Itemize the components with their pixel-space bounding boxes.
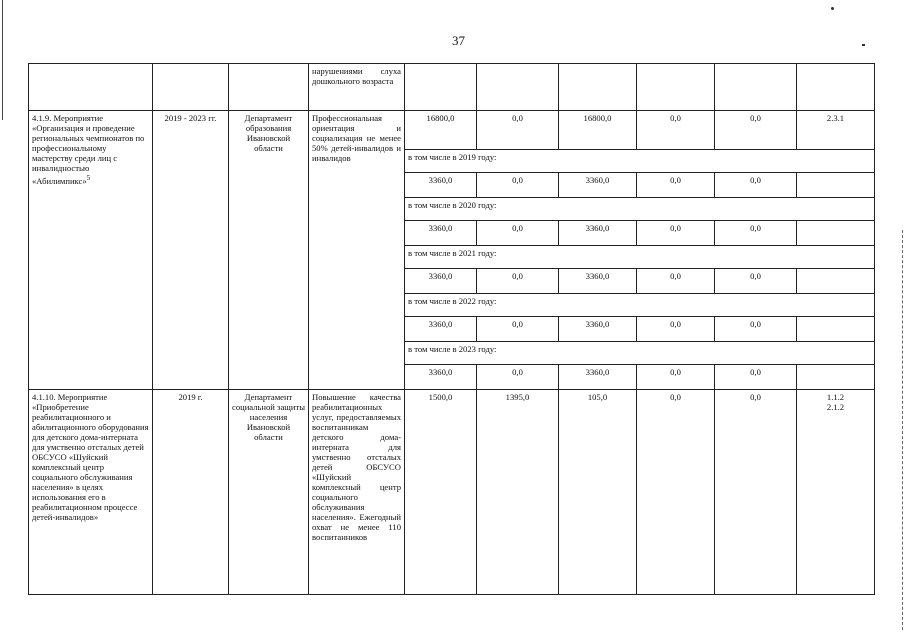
value-cell: 0,0 xyxy=(637,365,715,390)
page-number: 37 xyxy=(452,33,465,48)
value-cell: 0,0 xyxy=(715,269,797,294)
indicator-code: 1.1.2 xyxy=(826,392,845,402)
value-cell: 0,0 xyxy=(477,173,559,198)
value-cell: 3360,0 xyxy=(559,317,637,342)
scan-speck xyxy=(862,44,865,46)
period-cell: 2019 - 2023 гг. xyxy=(153,111,229,390)
table-row xyxy=(29,64,875,111)
period-cell: 2019 г. xyxy=(153,390,229,595)
value-cell: 3360,0 xyxy=(405,317,477,342)
value-cell: 3360,0 xyxy=(559,269,637,294)
value-cell: 0,0 xyxy=(715,221,797,246)
value-cell: 0,0 xyxy=(477,269,559,294)
value-cell: 0,0 xyxy=(715,390,797,595)
value-cell: 105,0 xyxy=(559,390,637,595)
table-row xyxy=(29,111,875,150)
value-cell: 0,0 xyxy=(715,317,797,342)
measure-name-cell: 4.1.10. Мероприятие «Приобретение реабилитационного и абилитационного оборудования для детского дома-интерната для умственно отсталых детей ОБСУСО «Шуйский комплексный центр социального обслуживания населения» в целях использования его в реабилитационном процессе детей-инвалидов» xyxy=(29,390,153,595)
scan-speck xyxy=(831,7,834,10)
indicator-cell xyxy=(797,390,875,595)
value-cell: 0,0 xyxy=(637,111,715,150)
value-cell: 0,0 xyxy=(477,317,559,342)
value-cell: 3360,0 xyxy=(405,365,477,390)
value-cell: 0,0 xyxy=(637,317,715,342)
value-cell: 1395,0 xyxy=(477,390,559,595)
value-cell: 0,0 xyxy=(637,221,715,246)
year-label-cell: в том числе в 2022 году: xyxy=(405,294,875,317)
program-table xyxy=(28,63,875,595)
year-label-cell: в том числе в 2021 году: xyxy=(405,246,875,269)
value-cell: 3360,0 xyxy=(405,269,477,294)
effect-cell: Профессиональная ориентация и социализация не менее 50% детей-инвалидов и инвалидов xyxy=(309,111,405,390)
value-cell: 3360,0 xyxy=(405,221,477,246)
indicator-cell: 2.3.1 xyxy=(797,111,875,150)
indicator-code: 2.1.2 xyxy=(826,402,845,412)
value-cell: 16800,0 xyxy=(405,111,477,150)
value-cell: 0,0 xyxy=(715,111,797,150)
value-cell: 0,0 xyxy=(715,173,797,198)
scan-margin-dashes xyxy=(901,230,903,630)
year-label-cell: в том числе в 2020 году: xyxy=(405,198,875,221)
value-cell: 1500,0 xyxy=(405,390,477,595)
value-cell: 3360,0 xyxy=(559,221,637,246)
value-cell: 3360,0 xyxy=(559,173,637,198)
value-cell: 16800,0 xyxy=(559,111,637,150)
executor-cell: Департамент социальной защиты населения Ивановской области xyxy=(229,390,309,595)
effect-cell: нарушениями слуха дошкольного возраста xyxy=(309,64,405,111)
value-cell: 0,0 xyxy=(477,111,559,150)
value-cell: 3360,0 xyxy=(559,365,637,390)
year-label-cell: в том числе в 2019 году: xyxy=(405,150,875,173)
value-cell: 0,0 xyxy=(477,221,559,246)
table-row xyxy=(29,390,875,595)
value-cell: 0,0 xyxy=(715,365,797,390)
executor-cell: Департамент образования Ивановской области xyxy=(229,111,309,390)
effect-cell: Повышение качества реабилитационных услуг, предоставляемых воспитанникам детского дома-интерната для умственно отсталых детей ОБСУСО «Шуйский комплексный центр социального обслуживания населения». Ежегодный охват не менее 110 воспитанников xyxy=(309,390,405,595)
value-cell: 0,0 xyxy=(477,365,559,390)
value-cell: 0,0 xyxy=(637,173,715,198)
year-label-cell: в том числе в 2023 году: xyxy=(405,342,875,365)
measure-name-cell: 4.1.9. Мероприятие «Организация и проведение региональных чемпионатов по профессиональному мастерству среди лиц с инвалидностью «Абилимпикс»$^5$ xyxy=(29,111,153,390)
value-cell: 0,0 xyxy=(637,390,715,595)
scan-margin-line xyxy=(2,0,3,120)
value-cell: 0,0 xyxy=(637,269,715,294)
value-cell: 3360,0 xyxy=(405,173,477,198)
